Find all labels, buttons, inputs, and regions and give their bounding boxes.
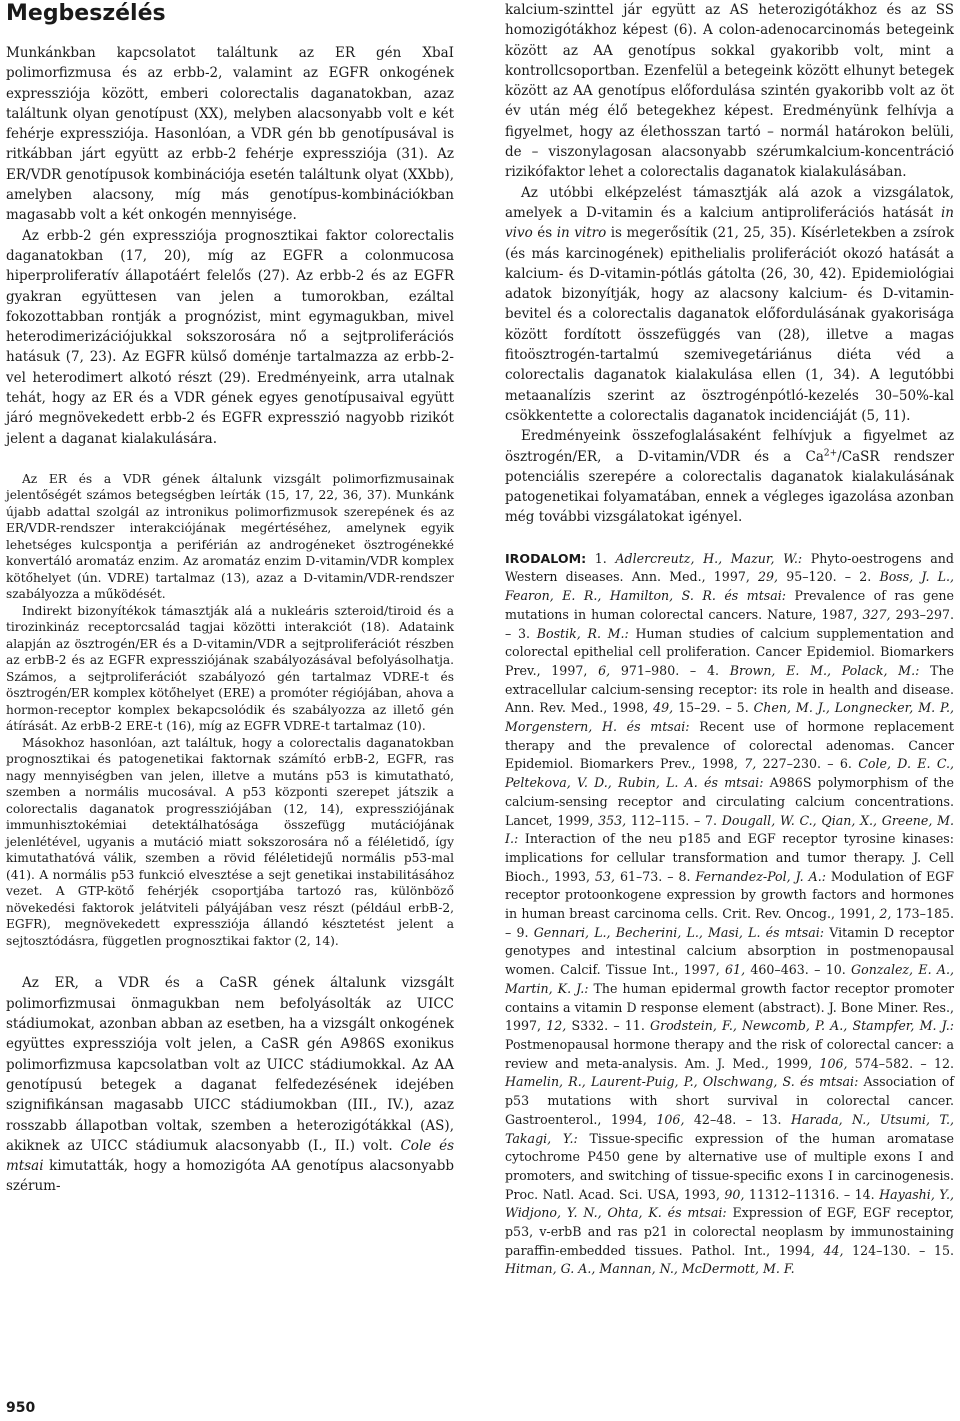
reference-text: A986S polymorphism of the calcium-sensing receptor and circulating calcium concentrations. Lancet, 1999, [505,775,954,828]
reference-authors: Hitman, G. A., Mannan, N., McDermott, M. F. [505,1261,795,1277]
reference-text: Prevalence of ras gene mutations in human colorectal cancers. Nature, 1987, [505,588,954,622]
reference-text: Modulation of EGF receptor protoonkogene expression by growth factors and hormones in human breast carcinoma cells. Crit. Rev. Oncog., 1991, [505,868,954,922]
reference-text: Interaction of the neu p185 and EGF receptor tyrosine kinases: implications for cellular transformation and tumor therapy. J. Cell Bioch., 1993, [505,831,954,884]
references-label: IRODALOM: [505,550,587,566]
reference-text: 42–48. – 13. [684,1111,791,1127]
reference-text: 11312–11316. – 14. [744,1186,880,1202]
reference-authors: Harada, N., Utsumi, T., Takagi, Y.: [505,1111,954,1146]
reference-text: 574–582. – 12. [847,1055,954,1071]
reference-authors: 327, [862,606,891,622]
small-paragraph-polymorphisms: Az ER és a VDR gének általunk vizsgált polimorfizmusainak jelentőségét számos betegségben leírták (15, 17, 22, 36, 37). Munkánk újabb adattal szolgál az intronikus polimorfizmusok szerepének és az ER/VDR-rendszer interakciójának megértéséhez, amelynek egyik lehetséges kulcspontja a periférián az androgéneket ösztrogénekké konvertáló aromatáz enzim. Az aromatáz enzim D-vitamin/VDR komplex kötőhelyet (ún. VDRE) tartalmaz (13), azaz a D-vitamin/VDR-rendszer szabályozza a működését. [6,471,454,602]
reference-text: Vitamin D receptor genotypes and intestinal calcium absorption in postmenopausal women. Calcif. Tissue Int., 1997, [505,924,954,978]
reference-authors: Boss, J. L., Fearon, E. R., Hamilton, S. R. és mtsai: [505,569,954,604]
reference-text: Human studies of calcium supplementation and colorectal epithelial cell proliferation. Cancer Epidemiol. Biomarkers Prev., 1997, [505,625,955,678]
reference-text: 227–230. – 6. [756,756,859,772]
reference-text: 112–115. – 7. [626,812,722,828]
reference-authors: 6, [598,662,611,678]
reference-authors: Gonzalez, E. A., Martin, K. J.: [505,962,954,996]
reference-text: The extracellular calcium-sensing receptor: its role in health and disease. Ann. Rev. Med., 1998, [505,662,955,716]
section-heading: Megbeszélés [6,1,166,26]
reference-text: Tissue-specific expression of the human aromatase cytochrome P450 gene by alternative use of multiple exons I and promoters, and switching of tissue-specific exons I in carcinogenesis. Proc. Natl. Acad. Sci. USA, 1993, [505,1130,954,1202]
reference-authors: 90, [724,1186,745,1202]
reference-authors: Cole, D. E. C., Peltekova, V. D., Rubin, L. A. és mtsai: [505,756,955,791]
reference-authors: 106, [656,1111,685,1127]
reference-text: Expression of EGF, EGF receptor, p53, v-erbB and ras p21 in colorectal neoplasm by immunostaining paraffin-embedded tissues. Pathol. Int., 1994, [505,1205,954,1258]
reference-authors: 44, [823,1242,844,1258]
paragraph-erbb2-egfr: Az erbb-2 gén expressziója prognosztikai faktor colorectalis daganatokban (17, 20), míg az EGFR a colonmucosa hiperproliferatív állapotáért felelős (27). Az erbb-2 és az EGFR gyakran együttesen van jelen a tumorokban, ezáltal fokozottabban rontják a prognózist, mint egymagukban, mivel heterodimerizációjukkal sokszorosára nő a sejtproliferációs hatásuk (7, 23). Az EGFR külső doménje tartalmazza az erbb-2-vel heterodimert alkotó részt (29). Eredményeink, arra utalnak tehát, hogy az ER és a VDR gének egyes genotípusaival együtt járó megnövekedett erbb-2 és EGFR expresszió nagyobb rizikót jelent a daganat kialakulására. [6,227,454,447]
reference-authors: Hayashi, Y., Widjono, Y. N., Ohta, K. és mtsai: [505,1186,954,1221]
reference-text: Recent use of hormone replacement therapy and the prevalence of colorectal adenomas. Cancer Epidemiol. Biomarkers Prev., 1998, [505,719,954,772]
reference-authors: 2, [879,906,892,922]
reference-text: S332. – 11. [566,1018,651,1034]
reference-authors: 353, [598,812,627,828]
reference-text: 173–185. – 9. [505,906,954,940]
reference-text: 95–120. – 2. [778,569,880,585]
reference-authors: Brown, E. M., Polack, M.: [729,662,920,678]
reference-authors: Gennari, L., Becherini, L., Masi, L. és mtsai: [533,924,825,940]
reference-text: 15–29. – 5. [673,700,754,716]
reference-text: Phyto-oestrogens and Western diseases. Ann. Med., 1997, [505,550,954,585]
references-list [505,550,954,1279]
reference-text: 1. [586,550,616,566]
reference-authors: Fernandez-Pol, J. A.: [695,868,826,884]
reference-authors: Dougall, W. C., Qian, X., Greene, M. I.: [505,812,954,847]
reference-authors: 12, [546,1018,567,1034]
reference-authors: Adlercreutz, H., Mazur, W.: [615,550,803,566]
page-number: 950 [6,1400,36,1416]
reference-authors: Grodstein, F., Newcomb, P. A., Stampfer, M. J.: [650,1018,954,1034]
reference-authors: 7, [744,756,757,772]
reference-text: 61–73. – 8. [615,868,696,884]
reference-text: Postmenopausal hormone therapy and the risk of colorectal cancer: a review and meta-analysis. Am. J. Med., 1999, [505,1037,954,1071]
reference-authors: 53, [594,868,615,884]
right-column [505,0,954,1279]
small-paragraph-indirect-evidence: Indirekt bizonyítékok támasztják alá a nukleáris szteroid/tiroid és a tirozinkináz receptorcsalád tagjai közötti interakciót (18). Adataink alapján az ösztrogén/ER és a D-vitamin/VDR a sejtproliferációt részben az erbB-2 és az EGFR expressziójának szabályozásával befolyásolhatja. Számos, a sejtproliferációt szabályozó gén tartalmaz VDRE-t és ösztrogén/ER komplex kötőhelyet (ERE) a promóter régiójában, ahova a hormon-receptor komplex bekapcsolódik és szabályozza az illető gén átírását. Az erbB-2 ERE-t (16), míg az EGFR VDRE-t tartalmaz (10). [6,603,454,734]
reference-text: Association of p53 mutations with short survival in colorectal cancer. Gastroenterol., 1994, [505,1074,954,1127]
reference-authors: Hamelin, R., Laurent-Puig, P., Olschwang, S. és mtsai: [505,1074,859,1090]
reference-text: 460–463. – 10. [745,962,852,978]
reference-authors: 106, [819,1055,848,1071]
reference-authors: Chen, M. J., Longnecker, M. P., Morgenstern, H. és mtsai: [505,700,954,735]
paragraph-antiproliferative: Az utóbbi elképzelést támasztják alá azok a vizsgálatok, amelyek a D-vitamin és a kalcium antiproliferációs hatását in vivo és in vitro is megerősítik (21, 25, 35). Kísérletekben a zsírok (és más karcinogének) epithelialis proliferációt okozó hatását a kalcium- és D-vitamin-pótlás gátolta (26, 30, 42). Epidemiológiai adatok bizonyítják, hogy az alacsony kalcium- és D-vitamin-bevitel és a colorectalis daganatok előfordulásának gyakorisága között fordított összefüggés van (28), illetve a magas fitoösztrogén-tartalmú szemivegetáriánus diéta véd a colorectalis daganatok kialakulása ellen (1, 34). A legutóbbi metaanalízis szerint az ösztrogénpótló-kezelés 30–50%-kal csökkentette a colorectalis daganatok incidenciáját (5, 11). [505,184,955,424]
reference-authors: Bostik, R. M.: [536,625,629,641]
reference-authors: 61, [725,962,746,978]
paragraph-summary: Eredményeink összefoglalásaként felhívjuk a figyelmet az ösztrogén/ER, a D-vitamin/VDR és a $Ca^{2+}$/CaSR rendszer potenciális szerepére a colorectalis daganatok kialakulásának patogenetikai folyamatában, ennek a végleges igazolása azonban még további vizsgálatokat igényel. [505,428,954,526]
reference-text: 971–980. – 4. [610,662,730,678]
paragraph-findings: Munkánkban kapcsolatot találtunk az ER gén XbaI polimorfizmusa és az erbb-2, valamint az EGFR onkogének expressziója között, emberi colorectalis daganatokban, azaz találtunk olyan genotípust (XX), melyben alacsonyabb volt e két fehérje expressziója. Hasonlóan, a VDR gén bb genotípusával is ritkábban járt együtt az erbb-2 fehérje expressziója (31). Az ER/VDR genotípusok kombinációja esetén találtunk olyat (XXbb), amelyben alacsony, míg más genotípus-kombinációkban magasabb volt a két onkogén mennyisége. [6,45,454,224]
reference-text: 293–297. – 3. [505,606,954,641]
left-column [6,0,454,1197]
reference-authors: 29, [758,569,779,585]
reference-text: 124–130. – 15. [843,1242,954,1258]
paragraph-uicc-stages: Az ER, a VDR és a CaSR gének általunk vizsgált polimorfizmusai önmagukban nem befolyásolták az UICC stádiumokat, azonban abban az esetben, ha a vizsgált onkogének együttes expressziója volt jelen, a CaSR gén A986S exonikus polimorfizmusa kapcsolatban volt az UICC stádiumokkal. Az AA genotípusú betegek a daganat felfedezésének idejében szignifikánsan magasabb UICC stádiumokban (III., IV.), azaz rosszabb állapotban voltak, szemben a heterozigótákkal (AS), akiknek az UICC stádiumuk alacsonyabb (I., II.) volt. Cole és mtsai kimutatták, hogy a homozigóta AA genotípus alacsonyabb szérum- [6,975,454,1195]
reference-text: The human epidermal growth factor receptor promoter contains a vitamin D response element (abstract). J. Bone Miner. Res., 1997, [505,980,954,1034]
small-paragraph-oncogenes: Másokhoz hasonlóan, azt találtuk, hogy a colorectalis daganatokban prognosztikai és patogenetikai faktornak számító erbB-2, EGFR, ras nagy mennyiségben van jelen, illetve a mutáns p53 is kimutatható, szemben a normális mucosával. A p53 központi szerepet játszik a colorectalis daganatok progressziójában (12, 14), expressziójának immunhisztokémiai detektálhatósága összefügg mutációjának jelenlétével, ugyanis a mutáció miatt sokszorosára nő a féléletidő, így kimutathatóvá válik, szemben a rövid féléletidejű normális p53-mal (41). A normális p53 funkció elvesztése a sejt genetikai instabilitásához vezet. A GTP-kötő fehérjék csoportjába tartozó ras, különböző növekedési faktorok jelátviteli pályájában vesz részt (például erbB-2, EGFR), megnövekedett expressziója állandó késztetést jelent a sejtosztódásra, független prognosztikai faktor (2, 14). [6,735,454,948]
paragraph-calcium-level: kalcium-szinttel jár együtt az AS heterozigótákhoz és az SS homozigótákhoz képest (6). A colon-adenocarcinomás betegeink között az AA genotípus sokkal gyakoribb volt, mint a kontrollcsoportban. Ezenfelül a betegeink között elhunyt betegek között az AA genotípus előfordulása szintén gyakoribb volt az öt év után még élő betegekhez képest. Eredményünk felhívja a figyelmet, hogy az élethosszan tartó – normál határokon belüli, de – viszonylagosan alacsonyabb szérumkalcium-koncentráció rizikófaktor lehet a colorectalis daganatok kialakulásában. [505,2,954,181]
reference-authors: 49, [653,700,674,716]
